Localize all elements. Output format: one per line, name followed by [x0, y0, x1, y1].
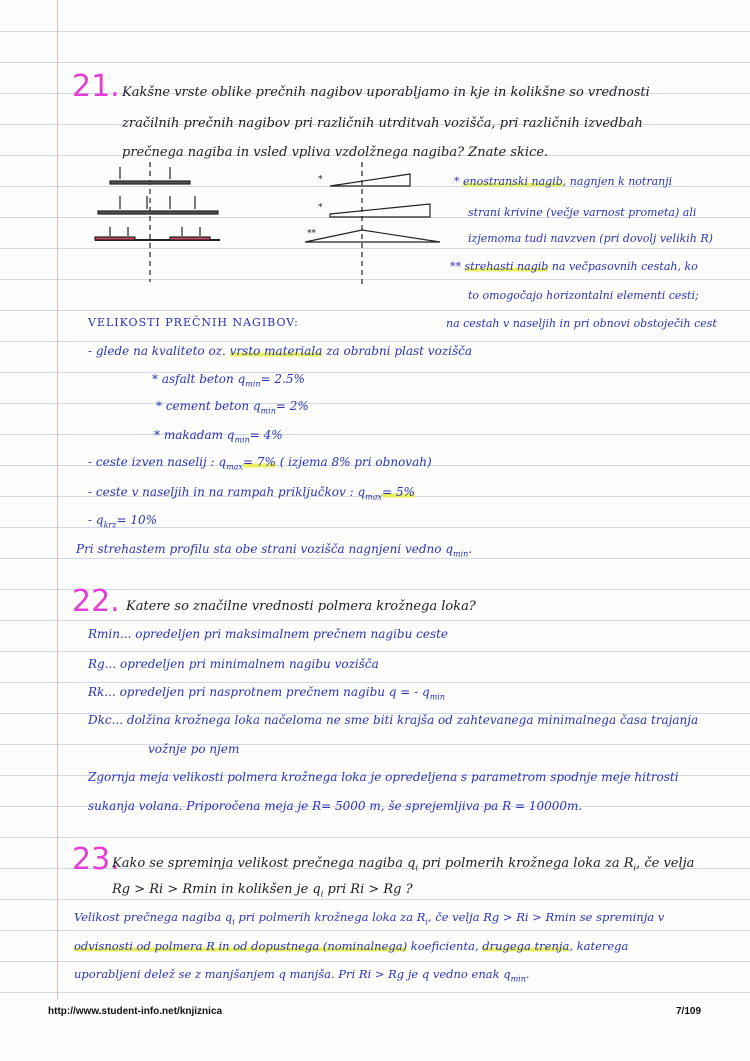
q22-para-line2: sukanja volana. Priporočena meja je R= 5000 m, še sprejemljiva pa R = 10000m. — [88, 799, 583, 813]
sketch-mark-1: * — [318, 175, 323, 185]
sub-asphalt: * asfalt beton $q_{min}= 2.5\%$ — [152, 372, 305, 389]
q21-line2: zračilnih prečnih nagibov pri različnih utrditvah vozišča, pri različnih izvedbah — [122, 116, 643, 131]
note-two-line2: to omogočajo horizontalni elementi cesti; — [468, 289, 699, 302]
q21-number: 21. — [72, 69, 120, 104]
q23-answer-line1: Velikost prečnega nagiba $q_i$ pri polmerih krožnega loka za $R_i$, če velja Rg > Ri > Rmin se spreminja v — [74, 910, 665, 927]
sizes-heading: VELIKOSTI PREČNIH NAGIBOV: — [88, 316, 299, 329]
q22-question: Katere so značilne vrednosti polmera krožnega loka? — [126, 599, 476, 614]
note-one-line3: izjemoma tudi navzven (pri dovolj velikih R) — [468, 232, 713, 245]
note-one-line2: strani krivine (večje varnost prometa) ali — [468, 206, 697, 219]
note-two-line1: ** strehasti nagib na večpasovnih cestah, ko — [450, 260, 698, 273]
q23-answer-line2: odvisnosti od polmera R in od dopustnega (nominalnega) koeficienta, drugega trenja, katerega — [74, 939, 629, 953]
q21-line1: Kakšne vrste oblike prečnih nagibov uporabljamo in kje in kolikšne so vrednosti — [122, 85, 650, 100]
q21-line3: prečnega nagiba in vsled vpliva vzdolžnega nagiba? Znate skice. — [122, 145, 549, 160]
note-one-marker: * — [454, 175, 460, 188]
closing-note: Pri strehastem profilu sta obe strani vozišča nagnjeni vedno $q_{min}$. — [76, 542, 473, 559]
second-friction-term: drugega trenja — [482, 939, 570, 953]
page-number: 7/109 — [676, 1006, 702, 1017]
sub-cement: * cement beton $q_{min}= 2\%$ — [156, 399, 309, 416]
bullet-in-settlements: - ceste v naseljih in na rampah priključkov : $q_{max}= 5\%$ — [88, 485, 415, 502]
q22-para-line1: Zgornja meja velikosti polmera krožnega loka je opredeljena s parametrom spodnje meje hitrosti — [88, 770, 679, 784]
r-min-row: Rmin... opredeljen pri maksimalnem prečnem nagibu ceste — [88, 627, 449, 641]
q23-question-line1: Kako se spreminja velikost prečnega nagiba $q_i$ pri polmerih krožnega loka za $R_i$, če velja — [112, 856, 695, 873]
q23-question-line2: Rg > Ri > Rmin in kolikšen je $q_i$ pri Ri > Rg ? — [112, 882, 413, 899]
q23-number: 23. — [72, 842, 120, 877]
material-term: vrsto materiala — [229, 344, 323, 358]
sketch-mark-3: ** — [307, 229, 316, 239]
r-g-row: Rg... opredeljen pri minimalnem nagibu vozišča — [88, 657, 379, 671]
note-two-line3: na cestah v naseljih in pri obnovi obstoječih cest — [446, 317, 717, 330]
sketch-mark-2: * — [318, 203, 323, 213]
cross-slope-sketches — [90, 162, 450, 292]
note-one-line1: * enostranski nagib, nagnjen k notranji — [454, 175, 673, 188]
r-k-row: Rk... opredeljen pri nasprotnem prečnem nagibu q = - $q_{min}$ — [88, 685, 446, 702]
sub-macadam: * makadam $q_{min}= 4\%$ — [154, 428, 283, 445]
note-two-term: strehasti nagib — [464, 260, 549, 273]
q22-number: 22. — [72, 584, 120, 619]
footer-url-link[interactable]: http://www.student-info.net/knjiznica — [48, 1006, 223, 1017]
bullet-material: - glede na kvaliteto oz. vrsto materiala za obrabni plast vozišča — [88, 344, 473, 358]
q23-answer-line3: uporabljeni delež se z manjšanjem q manjša. Pri Ri > Rg je q vedno enak $q_{min}$. — [74, 967, 530, 984]
bullet-qkrz: - $q_{krz}= 10\%$ — [88, 513, 157, 530]
note-two-marker: ** — [450, 260, 461, 273]
d-kc-row: Dkc... dolžina krožnega loka načeloma ne sme biti krajša od zahtevanega minimalnega časa trajanja — [88, 713, 699, 727]
note-one-term: enostranski nagib — [463, 175, 563, 188]
d-kc-row-cont: vožnje po njem — [148, 742, 240, 756]
bullet-outside-settlements: - ceste izven naselij : $q_{max}= 7\%$ ( izjema 8% pri obnovah) — [88, 455, 432, 472]
